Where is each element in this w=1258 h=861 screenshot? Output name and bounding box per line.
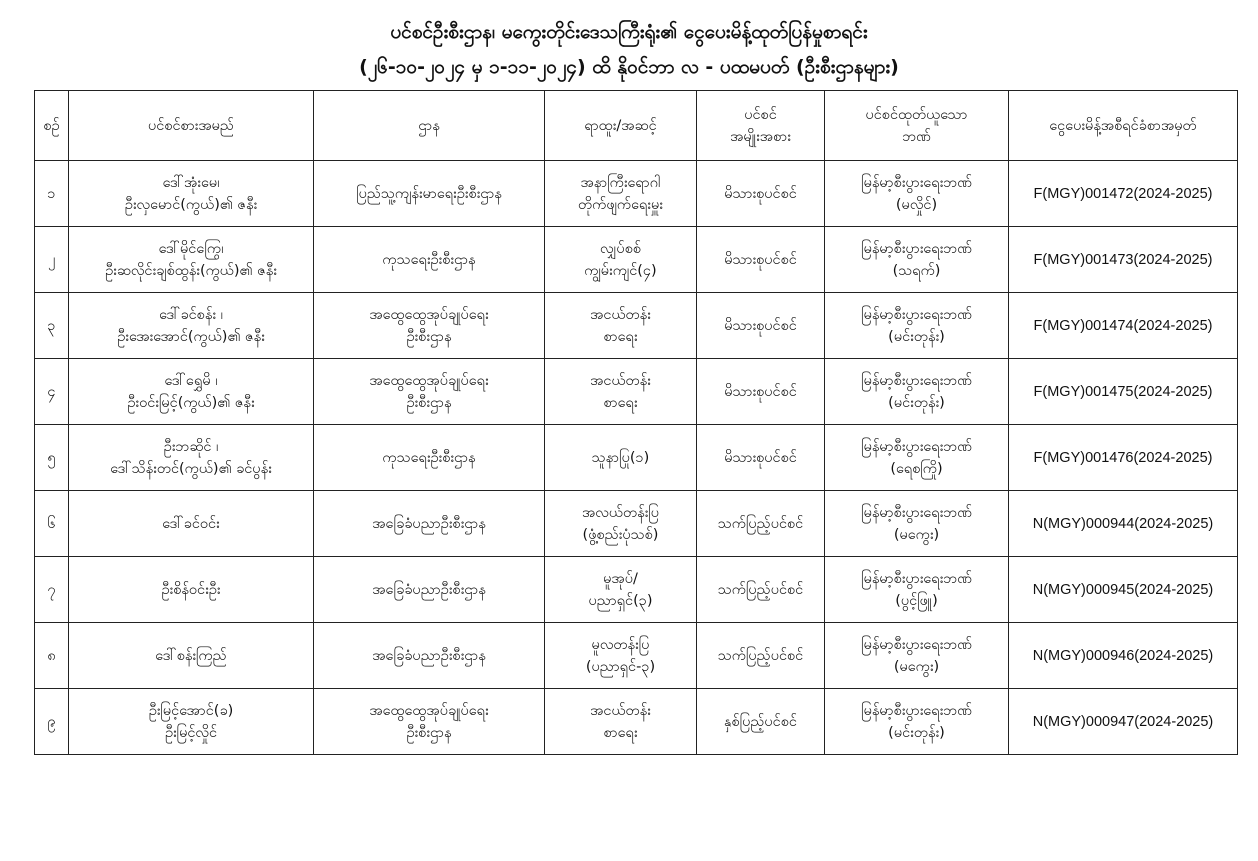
cell-pension-type: မိသားစုပင်စင်	[697, 293, 825, 359]
cell-bank-line: (မင်းတုန်း)	[888, 394, 945, 411]
cell-name-line: ဦးအေးအောင်(ကွယ်)၏ ဇနီး	[117, 328, 265, 345]
cell-department-line: အထွေထွေအုပ်ချုပ်ရေး	[369, 372, 489, 389]
header-pension-type-line: ပင်စင်	[744, 106, 777, 123]
cell-name-line: ဦးမြင့်အောင်(ခ)	[148, 702, 234, 719]
table-row	[35, 161, 1238, 227]
cell-pension-type: နှစ်ပြည့်ပင်စင်	[697, 689, 825, 755]
cell-name-line: ဒေါ်အုံးမေ၊	[162, 174, 220, 191]
cell-pension-type: သက်ပြည့်ပင်စင်	[697, 623, 825, 689]
cell-rank	[545, 359, 697, 425]
cell-order-number: F(MGY)001476(2024-2025)	[1009, 425, 1238, 491]
cell-name	[69, 161, 314, 227]
cell-department	[314, 359, 545, 425]
cell-rank-line: စာရေး	[603, 328, 638, 345]
cell-bank-line: မြန်မာ့စီးပွားရေးဘဏ်	[861, 306, 972, 323]
cell-bank-line: (မကွေး)	[893, 526, 940, 543]
cell-order-number: N(MGY)000944(2024-2025)	[1009, 491, 1238, 557]
cell-name-line: ဒေါ်စန်းကြည်	[155, 647, 227, 664]
cell-pension-type: သက်ပြည့်ပင်စင်	[697, 491, 825, 557]
header-department	[314, 91, 545, 161]
header-no	[35, 91, 69, 161]
cell-pension-type: သက်ပြည့်ပင်စင်	[697, 557, 825, 623]
cell-name-line: ဒေါ်ခင်ဝင်း	[162, 515, 220, 532]
cell-rank-line: ပညာရှင်(၃)	[588, 592, 653, 609]
cell-name	[69, 557, 314, 623]
cell-bank-line: (ပွင့်ဖြူ)	[895, 592, 938, 609]
cell-name	[69, 491, 314, 557]
cell-pension-type: မိသားစုပင်စင်	[697, 227, 825, 293]
header-pension-type	[697, 91, 825, 161]
cell-bank-line: မြန်မာ့စီးပွားရေးဘဏ်	[861, 438, 972, 455]
cell-department	[314, 425, 545, 491]
header-name-line: ပင်စင်စားအမည်	[148, 117, 234, 134]
cell-bank-line: (ရေစကြို)	[890, 460, 943, 477]
cell-bank	[825, 689, 1009, 755]
cell-name	[69, 623, 314, 689]
header-rank-line: ရာထူး/အဆင့်	[584, 117, 657, 134]
cell-bank-line: (မလှိုင်)	[895, 196, 938, 213]
cell-no: ၉	[35, 689, 69, 755]
cell-name-line: ဒေါ်ရွှေမိ ၊	[164, 372, 218, 389]
cell-rank	[545, 623, 697, 689]
cell-bank-line: မြန်မာ့စီးပွားရေးဘဏ်	[861, 240, 972, 257]
cell-rank-line: (ဖွံ့စည်းပုံသစ်)	[582, 526, 659, 543]
header-order-number	[1009, 91, 1238, 161]
table-row	[35, 491, 1238, 557]
cell-order-number: F(MGY)001472(2024-2025)	[1009, 161, 1238, 227]
cell-name-line: ဦးဘဆိုင် ၊	[163, 438, 219, 455]
cell-no: ၆	[35, 491, 69, 557]
cell-rank-line: (ပညာရှင်-၃)	[585, 658, 656, 675]
cell-rank-line: မူလတန်းပြ	[591, 636, 650, 653]
cell-department	[314, 623, 545, 689]
table-row	[35, 557, 1238, 623]
cell-no: ၂	[35, 227, 69, 293]
cell-order-number: F(MGY)001473(2024-2025)	[1009, 227, 1238, 293]
header-rank	[545, 91, 697, 161]
cell-department	[314, 293, 545, 359]
cell-name-line: ဦးမြင့်လှိုင်	[164, 724, 218, 741]
cell-no: ၅	[35, 425, 69, 491]
cell-pension-type: မိသားစုပင်စင်	[697, 161, 825, 227]
table-row	[35, 359, 1238, 425]
cell-rank	[545, 689, 697, 755]
cell-no: ၃	[35, 293, 69, 359]
cell-bank-line: မြန်မာ့စီးပွားရေးဘဏ်	[861, 504, 972, 521]
cell-rank-line: စာရေး	[603, 394, 638, 411]
cell-rank	[545, 161, 697, 227]
cell-department	[314, 227, 545, 293]
cell-bank	[825, 359, 1009, 425]
cell-bank	[825, 161, 1009, 227]
cell-name	[69, 689, 314, 755]
cell-name	[69, 227, 314, 293]
cell-bank-line: (မကွေး)	[893, 658, 940, 675]
cell-bank-line: (မင်းတုန်း)	[888, 328, 945, 345]
cell-name-line: ဦးဆလိုင်းချစ်ထွန်း(ကွယ်)၏ ဇနီး	[105, 262, 277, 279]
cell-rank-line: စာရေး	[603, 724, 638, 741]
table-row	[35, 623, 1238, 689]
cell-department-line: ဦးစီးဌာန	[406, 328, 452, 345]
cell-department-line: ဦးစီးဌာန	[406, 724, 452, 741]
cell-rank-line: အငယ်တန်း	[590, 372, 651, 389]
cell-no: ၁	[35, 161, 69, 227]
cell-name-line: ဒေါ်သိန်းတင်(ကွယ်)၏ ခင်ပွန်း	[110, 460, 272, 477]
cell-rank-line: အလယ်တန်းပြ	[582, 504, 659, 521]
document-title: ပင်စင်ဦးစီးဌာန၊ မကွေးတိုင်းဒေသကြီးရုံး၏ ငွေပေးမိန့်ထုတ်ပြန်မှုစာရင်း	[390, 21, 868, 43]
cell-bank-line: မြန်မာ့စီးပွားရေးဘဏ်	[861, 702, 972, 719]
header-name	[69, 91, 314, 161]
header-no-line: စဉ်	[43, 117, 60, 134]
cell-name	[69, 293, 314, 359]
cell-rank-line: တိုက်ဖျက်ရေးမှူး	[578, 196, 663, 213]
cell-department-line: ကုသရေးဦးစီးဌာန	[382, 449, 476, 466]
cell-name	[69, 359, 314, 425]
cell-department-line: ပြည်သူ့ကျန်းမာရေးဦးစီးဌာန	[356, 185, 502, 202]
cell-no: ၇	[35, 557, 69, 623]
header-department-line: ဌာန	[418, 117, 440, 134]
table-body	[35, 161, 1238, 755]
cell-department-line: အခြေခံပညာဦးစီးဌာန	[372, 515, 486, 532]
cell-no: ၈	[35, 623, 69, 689]
cell-rank	[545, 557, 697, 623]
cell-order-number: F(MGY)001475(2024-2025)	[1009, 359, 1238, 425]
pension-order-table	[34, 90, 1238, 755]
cell-bank	[825, 425, 1009, 491]
cell-department-line: အခြေခံပညာဦးစီးဌာန	[372, 647, 486, 664]
header-row	[35, 91, 1238, 161]
cell-bank-line: (သရက်)	[892, 262, 941, 279]
cell-rank-line: အနာကြီးရောဂါ	[580, 174, 661, 191]
cell-rank-line: အငယ်တန်း	[590, 702, 651, 719]
document-subtitle: (၂၆-၁၀-၂၀၂၄ မှ ၁-၁၁-၂၀၂၄) ထိ နိုဝင်ဘာ လ - ပထမပတ် (ဦးစီးဌာနများ)	[359, 56, 899, 78]
cell-department	[314, 557, 545, 623]
cell-rank	[545, 227, 697, 293]
cell-department-line: အထွေထွေအုပ်ချုပ်ရေး	[369, 702, 489, 719]
cell-no: ၄	[35, 359, 69, 425]
cell-name-line: ဦးစိန်ဝင်းဦး	[161, 581, 221, 598]
header-bank-line: ပင်စင်ထုတ်ယူသော	[865, 106, 968, 123]
header-bank-line: ဘဏ်	[902, 128, 931, 145]
cell-department-line: အခြေခံပညာဦးစီးဌာန	[372, 581, 486, 598]
cell-rank-line: မူအုပ်/	[603, 570, 638, 587]
cell-department-line: ဦးစီးဌာန	[406, 394, 452, 411]
table-row	[35, 293, 1238, 359]
cell-order-number: N(MGY)000946(2024-2025)	[1009, 623, 1238, 689]
cell-department	[314, 161, 545, 227]
cell-rank	[545, 491, 697, 557]
header-order-number-line: ငွေပေးမိန့်အစီရင်ခံစာအမှတ်	[1049, 117, 1197, 134]
header-pension-type-line: အမျိုးအစား	[730, 128, 791, 145]
cell-bank-line: မြန်မာ့စီးပွားရေးဘဏ်	[861, 570, 972, 587]
cell-rank-line: ကျွမ်းကျင်(၄)	[584, 262, 657, 279]
cell-bank	[825, 293, 1009, 359]
cell-bank	[825, 491, 1009, 557]
cell-rank-line: အငယ်တန်း	[590, 306, 651, 323]
cell-order-number: N(MGY)000947(2024-2025)	[1009, 689, 1238, 755]
cell-bank	[825, 557, 1009, 623]
cell-department-line: ကုသရေးဦးစီးဌာန	[382, 251, 476, 268]
table-row	[35, 689, 1238, 755]
cell-name-line: ဦးလှမောင်(ကွယ်)၏ ဇနီး	[124, 196, 258, 213]
cell-bank-line: (မင်းတုန်း)	[888, 724, 945, 741]
cell-bank-line: မြန်မာ့စီးပွားရေးဘဏ်	[861, 636, 972, 653]
cell-bank	[825, 227, 1009, 293]
cell-rank	[545, 425, 697, 491]
cell-bank-line: မြန်မာ့စီးပွားရေးဘဏ်	[861, 372, 972, 389]
cell-pension-type: မိသားစုပင်စင်	[697, 425, 825, 491]
cell-name	[69, 425, 314, 491]
cell-pension-type: မိသားစုပင်စင်	[697, 359, 825, 425]
cell-rank-line: သူနာပြု(၁)	[591, 449, 650, 466]
cell-rank	[545, 293, 697, 359]
table-row	[35, 227, 1238, 293]
cell-name-line: ဦးဝင်းမြင့်(ကွယ်)၏ ဇနီး	[127, 394, 255, 411]
cell-bank-line: မြန်မာ့စီးပွားရေးဘဏ်	[861, 174, 972, 191]
cell-order-number: N(MGY)000945(2024-2025)	[1009, 557, 1238, 623]
cell-department-line: အထွေထွေအုပ်ချုပ်ရေး	[369, 306, 489, 323]
header-bank	[825, 91, 1009, 161]
cell-department	[314, 491, 545, 557]
cell-name-line: ဒေါ်မိုင်ကြွေ၊	[158, 240, 224, 257]
table-row	[35, 425, 1238, 491]
cell-order-number: F(MGY)001474(2024-2025)	[1009, 293, 1238, 359]
cell-bank	[825, 623, 1009, 689]
cell-name-line: ဒေါ်ခင်စန်း ၊	[159, 306, 223, 323]
cell-rank-line: လျှပ်စစ်	[599, 240, 642, 257]
cell-department	[314, 689, 545, 755]
